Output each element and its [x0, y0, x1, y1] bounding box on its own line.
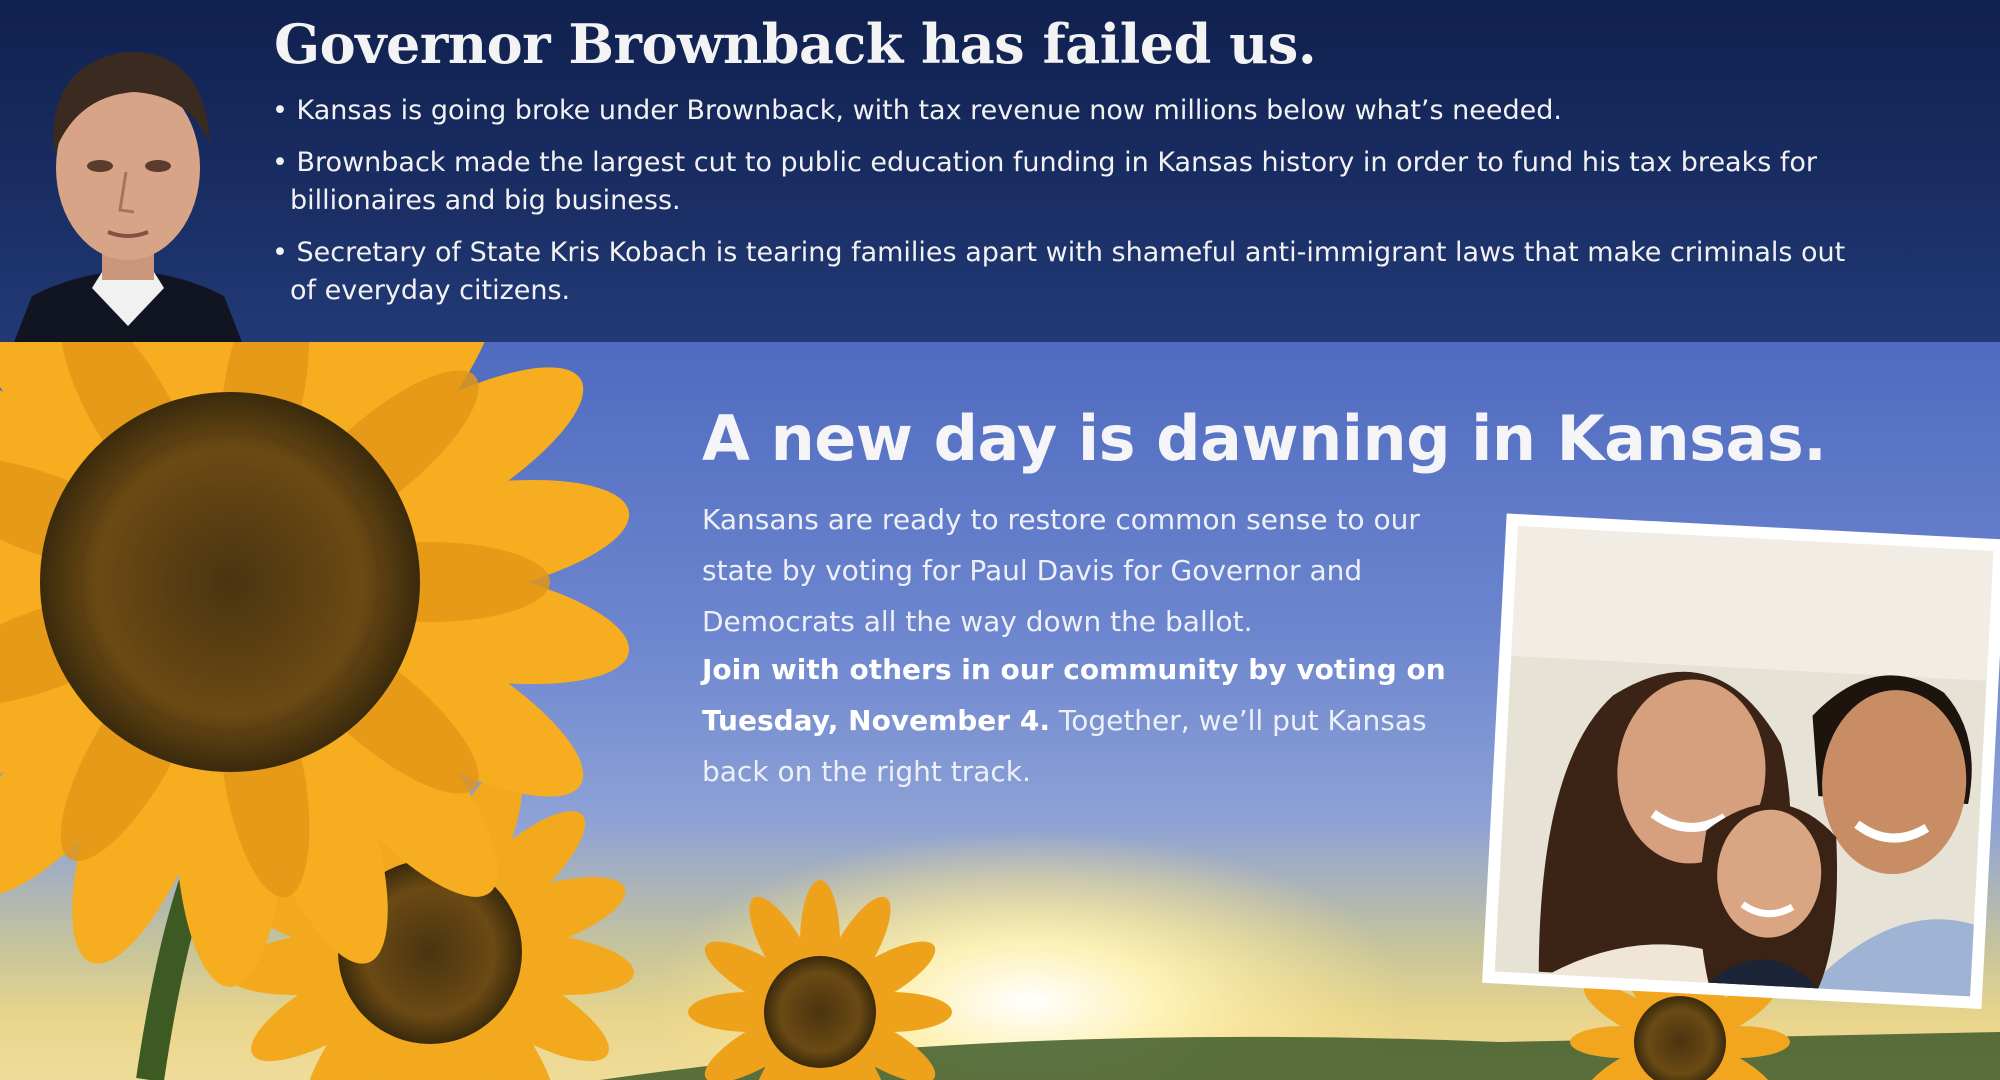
cta-bold: Join with others in our community by voting on Tuesday, November 4. — [702, 653, 1446, 737]
headline: Governor Brownback has failed us. — [274, 12, 1317, 76]
call-to-action — [702, 644, 1482, 797]
cta-rest: Together, we’ll put Kansas back on the right track. — [702, 704, 1427, 788]
sunflower-scene — [0, 342, 2000, 1080]
governor-portrait — [14, 26, 242, 342]
top-banner — [0, 0, 2000, 342]
bullet-item: • Kansas is going broke under Brownback, with tax revenue now millions below what’s needed. — [272, 92, 1862, 130]
bullet-list — [272, 92, 1862, 324]
tagline: A new day is dawning in Kansas. — [702, 402, 1827, 475]
family-photo — [1480, 512, 2000, 1012]
bullet-item: • Secretary of State Kris Kobach is tearing families apart with shameful anti-immigrant laws that make criminals out of everyday citizens. — [272, 234, 1862, 310]
bullet-item: • Brownback made the largest cut to public education funding in Kansas history in order to fund his tax breaks for billionaires and big business. — [272, 144, 1862, 220]
body-copy: Kansans are ready to restore common sense to our state by voting for Paul Davis for Governor and Democrats all the way down the ballot. — [702, 503, 1420, 638]
